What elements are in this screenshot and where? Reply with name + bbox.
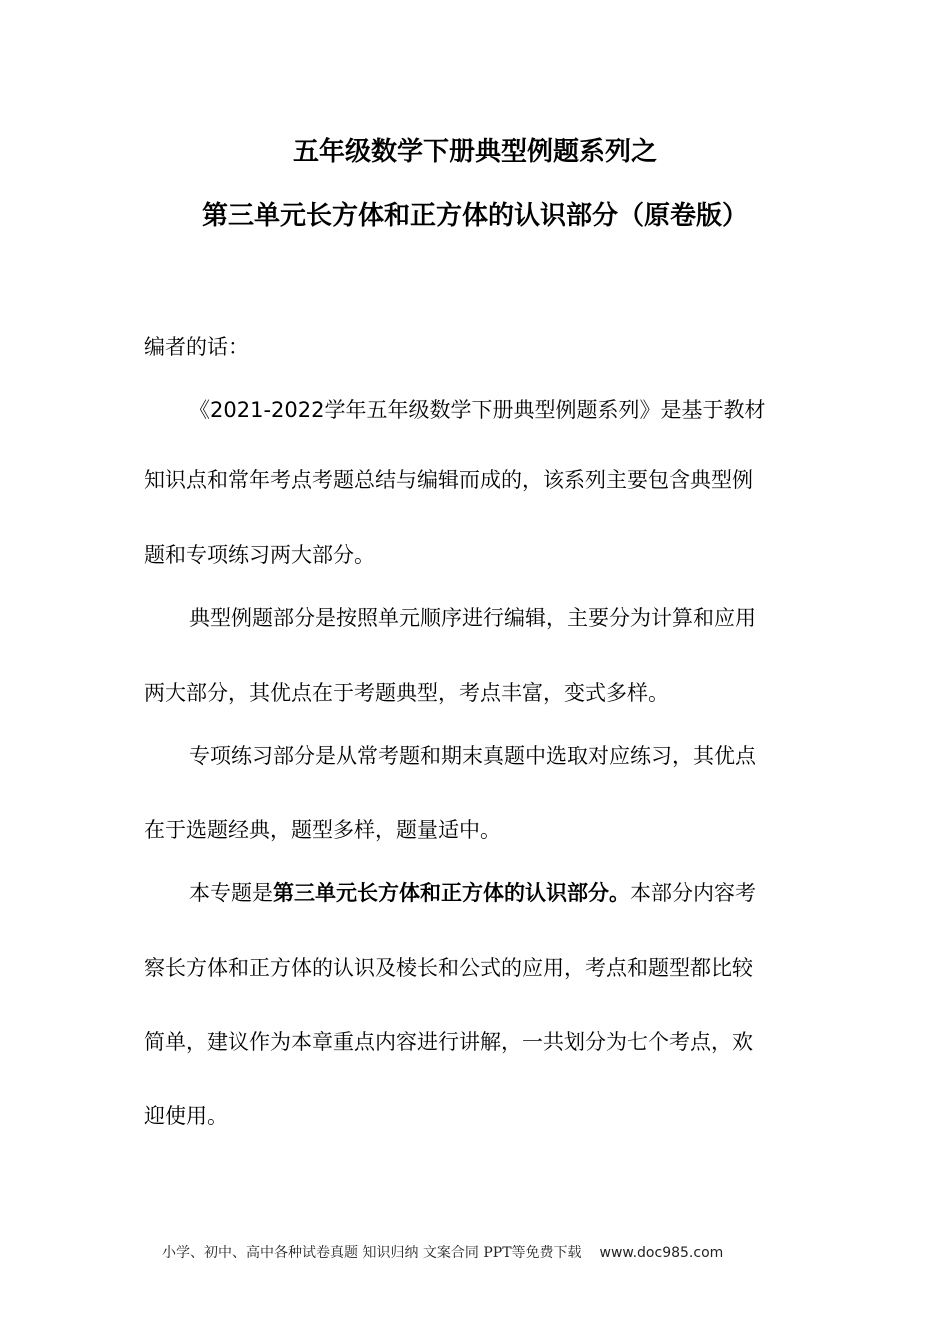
paragraph-4-line-1 bbox=[189, 878, 756, 908]
paragraph-3-line-1: 专项练习部分是从常考题和期末真题中选取对应练习，其优点 bbox=[189, 744, 756, 768]
title-line-1: 五年级数学下册典型例题系列之 bbox=[292, 137, 657, 167]
paragraph-1-line-1: 《2021-2022学年五年级数学下册典型例题系列》是基于教材 bbox=[189, 398, 766, 422]
footer bbox=[162, 1242, 723, 1264]
paragraph-3-line-2: 在于选题经典，题型多样，题量适中。 bbox=[144, 818, 501, 842]
title-line-2: 第三单元长方体和正方体的认识部分（原卷版） bbox=[201, 201, 748, 231]
paragraph-1-line-3: 题和专项练习两大部分。 bbox=[144, 543, 375, 567]
paragraph-4-prefix: 本专题是 bbox=[189, 881, 273, 905]
preface-heading: 编者的话： bbox=[144, 335, 249, 359]
footer-url[interactable]: www.doc985.com bbox=[599, 1245, 724, 1261]
paragraph-2-line-1: 典型例题部分是按照单元顺序进行编辑，主要分为计算和应用 bbox=[189, 606, 756, 630]
paragraph-1-line-2: 知识点和常年考点考题总结与编辑而成的，该系列主要包含典型例 bbox=[144, 468, 753, 492]
paragraph-4-line-4: 迎使用。 bbox=[144, 1104, 228, 1128]
paragraph-4-line-3: 简单，建议作为本章重点内容进行讲解，一共划分为七个考点，欢 bbox=[144, 1030, 753, 1054]
footer-text: 小学、初中、高中各种试卷真题 知识归纳 文案合同 PPT等免费下载 bbox=[162, 1245, 582, 1261]
paragraph-4-line-2: 察长方体和正方体的认识及棱长和公式的应用，考点和题型都比较 bbox=[144, 956, 753, 980]
paragraph-4-topic-bold: 第三单元长方体和正方体的认识部分。 bbox=[273, 881, 630, 905]
paragraph-4-suffix: 本部分内容考 bbox=[630, 881, 756, 905]
paragraph-2-line-2: 两大部分，其优点在于考题典型，考点丰富，变式多样。 bbox=[144, 681, 669, 705]
